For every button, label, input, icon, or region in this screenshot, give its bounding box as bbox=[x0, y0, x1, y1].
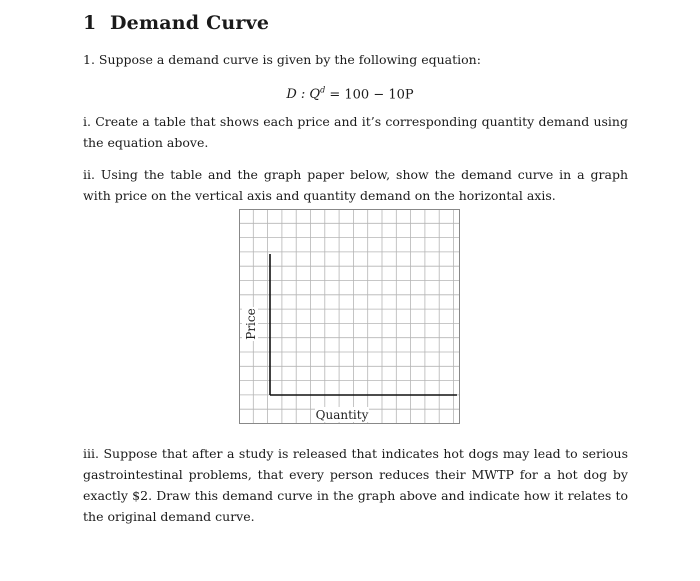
section-heading bbox=[83, 12, 269, 34]
section-title: Demand Curve bbox=[110, 12, 270, 34]
graph-paper bbox=[239, 209, 461, 425]
y-axis-label: Price bbox=[244, 308, 258, 340]
part-ii-text: ii. Using the table and the graph paper below, show the demand curve in a graph with price on the vertical axis and quantity demand on the horizontal axis. bbox=[83, 167, 628, 203]
part-iii-text: iii. Suppose that after a study is released that indicates hot dogs may lead to serious gastrointestinal problems, that every person reduces their MWTP for a hot dog by exactly $2. Draw this demand curve in the graph above and indicate how it relates to the original demand curve. bbox=[83, 446, 628, 524]
section-number: 1 bbox=[83, 12, 97, 34]
equation-lhs: D : Q bbox=[286, 87, 321, 103]
demand-equation bbox=[0, 86, 700, 102]
part-i-text: i. Create a table that shows each price and it’s corresponding quantity demand using the equation above. bbox=[83, 114, 628, 150]
grid-lines bbox=[239, 209, 460, 424]
grid-border bbox=[240, 210, 460, 424]
equation-superscript: d bbox=[320, 86, 326, 95]
x-axis-label: Quantity bbox=[315, 408, 369, 422]
question-1-text: 1. Suppose a demand curve is given by the following equation: bbox=[83, 52, 481, 67]
equation-rhs: = 100 − 10P bbox=[325, 87, 414, 103]
